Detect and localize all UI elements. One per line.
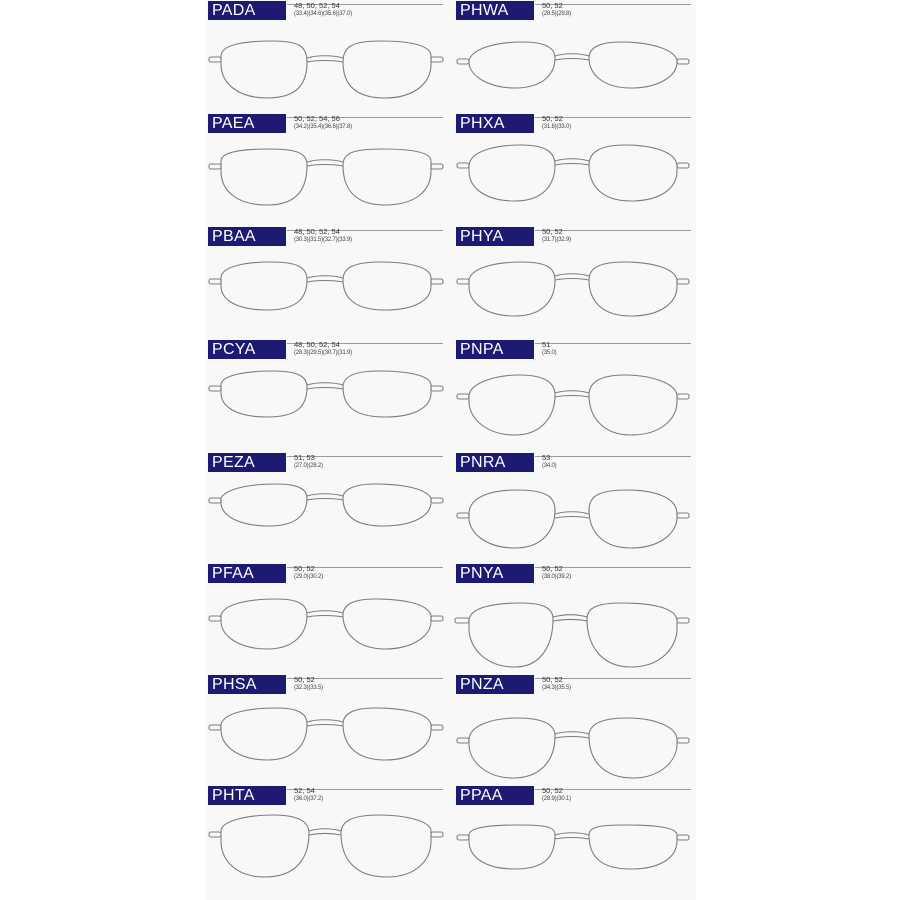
rimless-frame-drawing xyxy=(207,702,447,786)
width-list: (32.3)(33.5) xyxy=(294,685,323,691)
frame-item-phwa xyxy=(455,0,695,112)
frame-item-ppaa xyxy=(455,785,695,897)
model-code: PBAA xyxy=(208,227,286,246)
size-info xyxy=(294,676,323,692)
model-code: PCYA xyxy=(208,340,286,359)
size-list: 50, 52 xyxy=(542,786,563,795)
width-list: (34.3)(35.5) xyxy=(542,685,571,691)
size-list: 48, 50, 52, 54 xyxy=(294,340,340,349)
width-list: (31.8)(33.0) xyxy=(542,124,571,130)
width-list: (33.4)(34.6)(35.6)(37.0) xyxy=(294,11,352,17)
rimless-frame-drawing xyxy=(455,591,695,675)
size-list: 50, 52 xyxy=(294,675,315,684)
rimless-frame-drawing xyxy=(455,28,695,112)
frame-item-phya xyxy=(455,226,695,338)
width-list: (34.2)(35.4)(36.6)(37.8) xyxy=(294,124,352,130)
frame-item-pfaa xyxy=(207,563,447,675)
rimless-frame-drawing xyxy=(455,480,695,564)
rimless-frame-drawing xyxy=(455,141,695,225)
size-list: 50, 52 xyxy=(542,675,563,684)
rimless-frame-drawing xyxy=(207,254,447,338)
size-list: 48, 50, 52, 54 xyxy=(294,1,340,10)
frame-item-phxa xyxy=(455,113,695,225)
width-list: (29.0)(30.2) xyxy=(294,574,323,580)
frame-item-pnpa xyxy=(455,339,695,451)
divider xyxy=(535,456,691,457)
model-code: PEZA xyxy=(208,453,286,472)
frame-item-paea xyxy=(207,113,447,225)
divider xyxy=(535,343,691,344)
model-code: PHTA xyxy=(208,786,286,805)
size-info xyxy=(294,228,352,244)
size-info xyxy=(294,787,323,803)
size-info xyxy=(542,115,571,131)
size-info xyxy=(294,565,323,581)
size-info xyxy=(542,787,571,803)
frame-item-phsa xyxy=(207,674,447,786)
frame-item-pada xyxy=(207,0,447,112)
width-list: (28.5)(29.8) xyxy=(542,11,571,17)
size-info xyxy=(542,2,571,18)
model-code: PNYA xyxy=(456,564,534,583)
size-list: 50, 52 xyxy=(542,1,563,10)
model-code: PHSA xyxy=(208,675,286,694)
frame-item-pnza xyxy=(455,674,695,786)
size-info xyxy=(542,565,571,581)
frame-item-phta xyxy=(207,785,447,897)
model-code: PNPA xyxy=(456,340,534,359)
frame-item-pnra xyxy=(455,452,695,564)
rimless-frame-drawing xyxy=(207,28,447,112)
rimless-frame-drawing xyxy=(207,367,447,451)
width-list: (27.0)(28.2) xyxy=(294,463,323,469)
size-info xyxy=(294,2,352,18)
width-list: (36.0)(37.2) xyxy=(294,796,323,802)
width-list: (35.0) xyxy=(542,350,557,356)
width-list: (38.0)(39.2) xyxy=(542,574,571,580)
size-list: 50, 52 xyxy=(542,227,563,236)
size-info xyxy=(542,228,571,244)
size-list: 48, 50, 52, 54 xyxy=(294,227,340,236)
model-code: PAEA xyxy=(208,114,286,133)
width-list: (31.7)(32.9) xyxy=(542,237,571,243)
size-info xyxy=(294,454,323,470)
rimless-frame-drawing xyxy=(455,702,695,786)
width-list: (30.3)(31.5)(32.7)(33.9) xyxy=(294,237,352,243)
model-code: PADA xyxy=(208,1,286,20)
size-list: 52, 54 xyxy=(294,786,315,795)
model-code: PFAA xyxy=(208,564,286,583)
rimless-frame-drawing xyxy=(455,254,695,338)
rimless-frame-drawing xyxy=(207,813,447,897)
size-list: 53 xyxy=(542,453,551,462)
rimless-frame-drawing xyxy=(207,480,447,564)
width-list: (28.9)(30.1) xyxy=(542,796,571,802)
rimless-frame-drawing xyxy=(455,813,695,897)
size-list: 50, 52, 54, 56 xyxy=(294,114,340,123)
size-list: 51, 53 xyxy=(294,453,315,462)
width-list: (34.0) xyxy=(542,463,557,469)
model-code: PNZA xyxy=(456,675,534,694)
size-list: 50, 52 xyxy=(542,114,563,123)
size-info xyxy=(294,341,352,357)
size-list: 51 xyxy=(542,340,551,349)
size-list: 50, 52 xyxy=(542,564,563,573)
width-list: (28.3)(29.5)(30.7)(31.9) xyxy=(294,350,352,356)
size-info xyxy=(294,115,352,131)
frame-item-peza xyxy=(207,452,447,564)
rimless-frame-drawing xyxy=(207,591,447,675)
model-code: PHWA xyxy=(456,1,534,20)
model-code: PHXA xyxy=(456,114,534,133)
frame-item-pnya xyxy=(455,563,695,675)
model-code: PNRA xyxy=(456,453,534,472)
rimless-frame-drawing xyxy=(455,367,695,451)
size-list: 50, 52 xyxy=(294,564,315,573)
size-info xyxy=(542,454,556,470)
model-code: PHYA xyxy=(456,227,534,246)
size-info xyxy=(542,676,571,692)
frame-item-pbaa xyxy=(207,226,447,338)
frame-item-pcya xyxy=(207,339,447,451)
rimless-frame-drawing xyxy=(207,141,447,225)
model-code: PPAA xyxy=(456,786,534,805)
size-info xyxy=(542,341,556,357)
